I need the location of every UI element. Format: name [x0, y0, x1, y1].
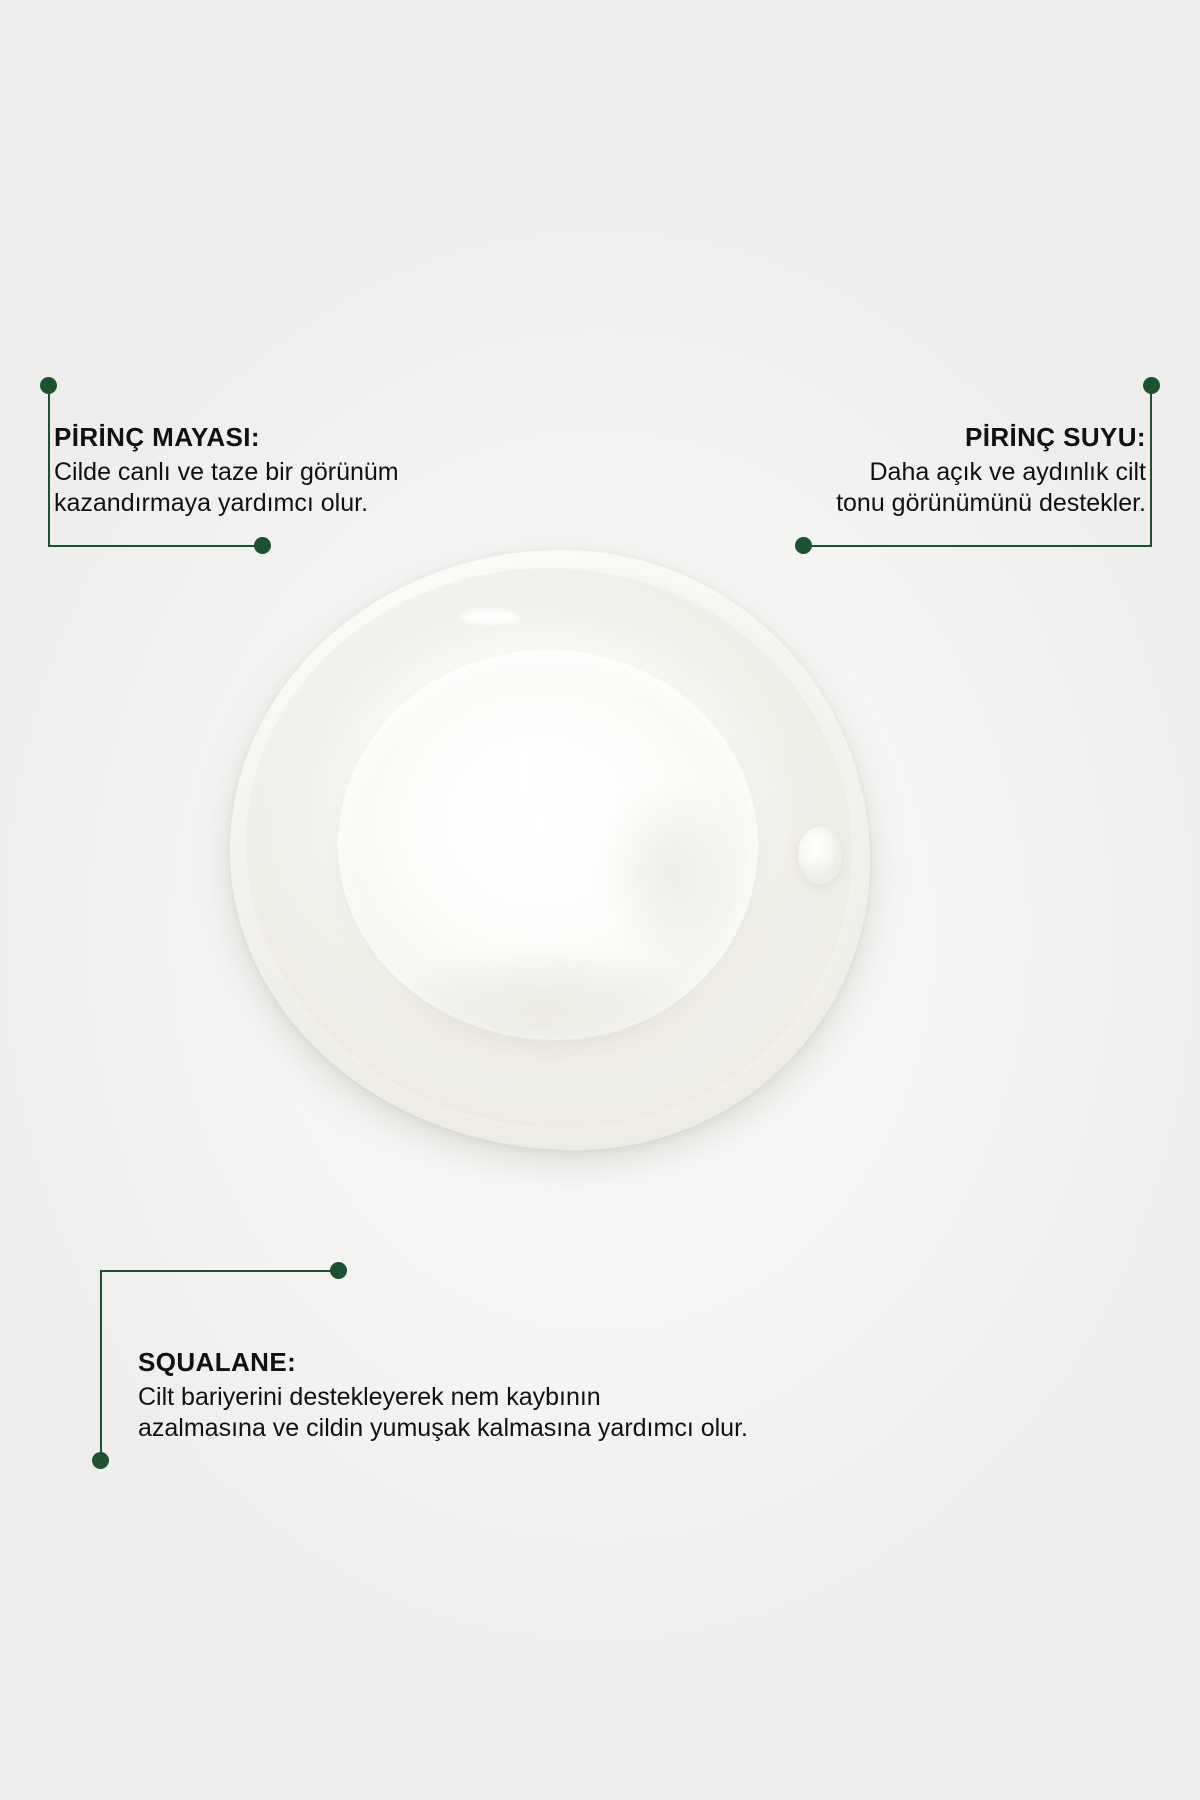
bracket-dot-end	[254, 537, 271, 554]
callout-text	[138, 1348, 1078, 1445]
callout-text	[616, 423, 1146, 520]
callout-pirinc-suyu	[610, 385, 1176, 590]
bracket-dot-end	[92, 1452, 109, 1469]
callout-body-line-2: tonu görünümünü destekler.	[836, 489, 1146, 518]
bracket-line-horizontal	[804, 545, 1152, 547]
callout-title: PİRİNÇ SUYU:	[964, 422, 1146, 452]
bracket-line-horizontal-top	[100, 1270, 340, 1272]
bracket-line-horizontal	[48, 545, 263, 547]
bracket-dot-end	[795, 537, 812, 554]
callout-title: SQUALANE:	[138, 1347, 297, 1377]
cream-texture-image	[210, 540, 910, 1170]
callout-title: PİRİNÇ MAYASI:	[54, 422, 260, 452]
callout-body-line-1: Daha açık ve aydınlık cilt	[869, 457, 1146, 486]
bracket-line-vertical	[100, 1270, 102, 1460]
callout-pirinc-mayasi	[24, 385, 594, 590]
callout-squalane	[90, 1270, 1090, 1505]
cream-highlight-top	[460, 610, 520, 624]
bracket-line-vertical	[1150, 385, 1152, 545]
callout-text	[54, 423, 584, 520]
callout-body-line-1: Cilde canlı ve taze bir görünüm	[54, 457, 399, 486]
callout-body-line-1: Cilt bariyerini destekleyerek nem kaybının	[138, 1382, 601, 1411]
bracket-line-vertical	[48, 385, 50, 545]
cream-highlight-center	[510, 738, 540, 798]
callout-body-line-2: azalmasına ve cildin yumuşak kalmasına yardımcı olur.	[138, 1414, 748, 1443]
cream-shadow-bottom	[330, 940, 760, 1110]
cream-droplet	[798, 826, 842, 884]
callout-body-line-2: kazandırmaya yardımcı olur.	[54, 489, 369, 518]
